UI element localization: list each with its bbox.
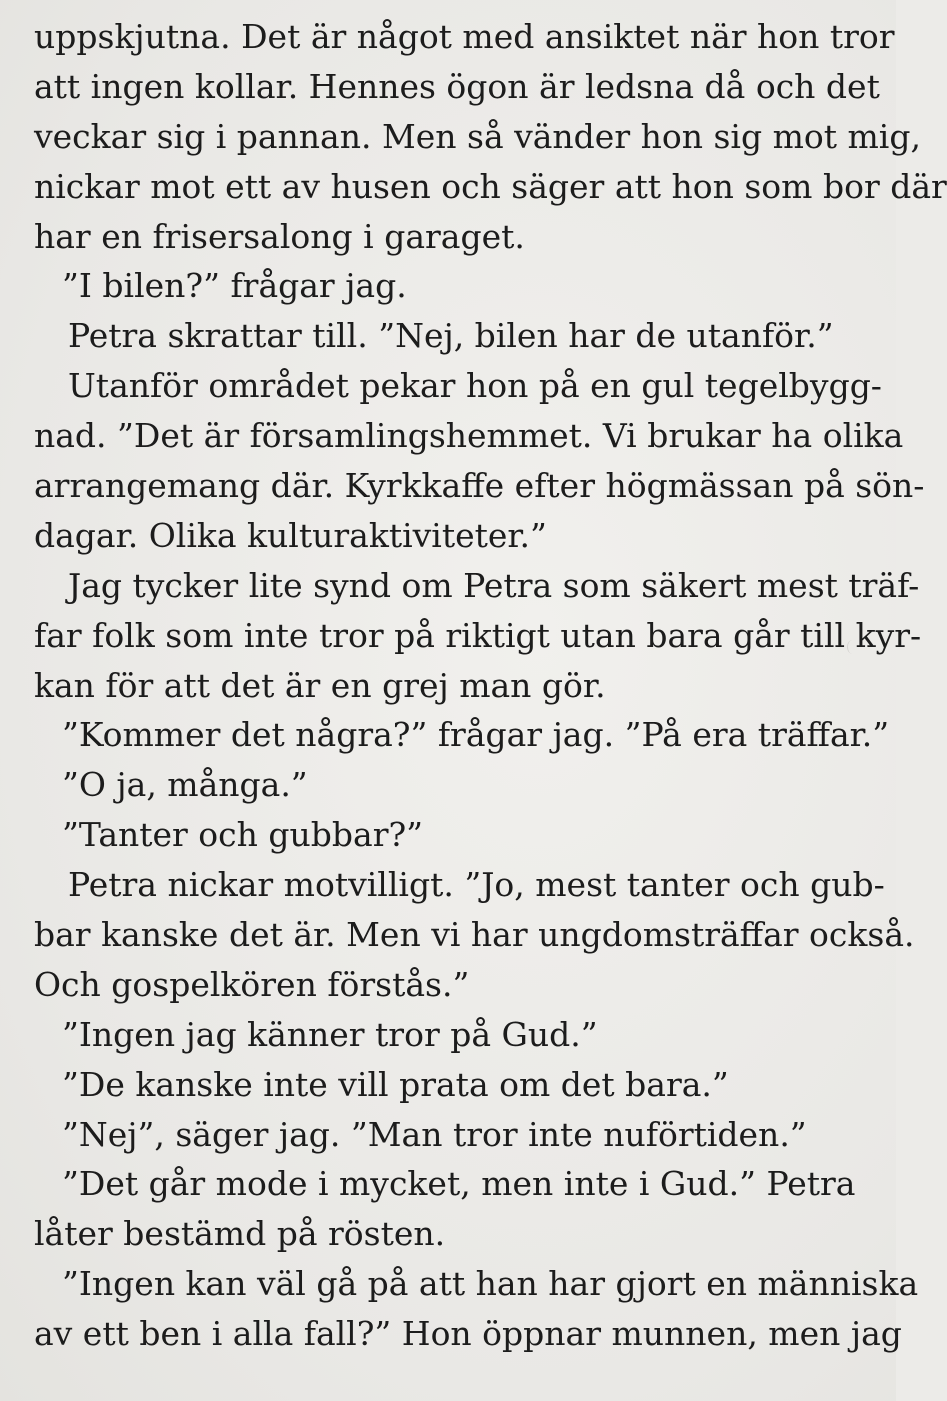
text-line: veckar sig i pannan. Men så vänder hon sig mot mig,	[34, 116, 921, 156]
page-edge-mark	[847, 640, 858, 654]
text-line: far folk som inte tror på riktigt utan bara går till kyr-	[34, 615, 922, 655]
text-line: att ingen kollar. Hennes ögon är ledsna då och det	[34, 66, 880, 106]
text-line: dagar. Olika kulturaktiviteter.”	[34, 515, 547, 555]
text-line: ”O ja, många.”	[62, 765, 308, 805]
text-line: ”Ingen jag känner tror på Gud.”	[62, 1014, 598, 1054]
text-line: ”Det går mode i mycket, men inte i Gud.” Petra	[62, 1164, 856, 1204]
body-text	[34, 12, 947, 1359]
text-line: ”Ingen kan väl gå på att han har gjort en människa	[62, 1264, 919, 1304]
text-line: Petra nickar motvilligt. ”Jo, mest tanter och gub-	[68, 865, 885, 905]
text-line: nickar mot ett av husen och säger att hon som bor där	[34, 166, 947, 206]
text-line: kan för att det är en grej man gör.	[34, 665, 606, 705]
text-line: arrangemang där. Kyrkkaffe efter högmässan på sön-	[34, 466, 925, 506]
text-line: ”Kommer det några?” frågar jag. ”På era träffar.”	[62, 715, 890, 755]
text-line: uppskjutna. Det är något med ansiktet när hon tror	[34, 17, 895, 56]
text-line: låter bestämd på rösten.	[34, 1214, 446, 1254]
text-line: Och gospelkören förstås.”	[34, 964, 470, 1004]
text-line: Petra skrattar till. ”Nej, bilen har de utanför.”	[68, 316, 834, 356]
text-line: ”Nej”, säger jag. ”Man tror inte nuförtiden.”	[62, 1114, 807, 1154]
text-line: av ett ben i alla fall?” Hon öppnar munnen, men jag	[34, 1314, 902, 1354]
text-line: nad. ”Det är församlingshemmet. Vi brukar ha olika	[34, 416, 904, 456]
text-line: ”De kanske inte vill prata om det bara.”	[62, 1064, 729, 1104]
text-line: Jag tycker lite synd om Petra som säkert mest träf-	[68, 565, 920, 605]
text-line: Utanför området pekar hon på en gul tegelbygg-	[68, 366, 882, 406]
text-line: ”Tanter och gubbar?”	[62, 815, 424, 855]
text-line: har en frisersalong i garaget.	[34, 216, 525, 256]
text-line: bar kanske det är. Men vi har ungdomsträffar också.	[34, 915, 915, 955]
text-line: ”I bilen?” frågar jag.	[62, 266, 407, 306]
